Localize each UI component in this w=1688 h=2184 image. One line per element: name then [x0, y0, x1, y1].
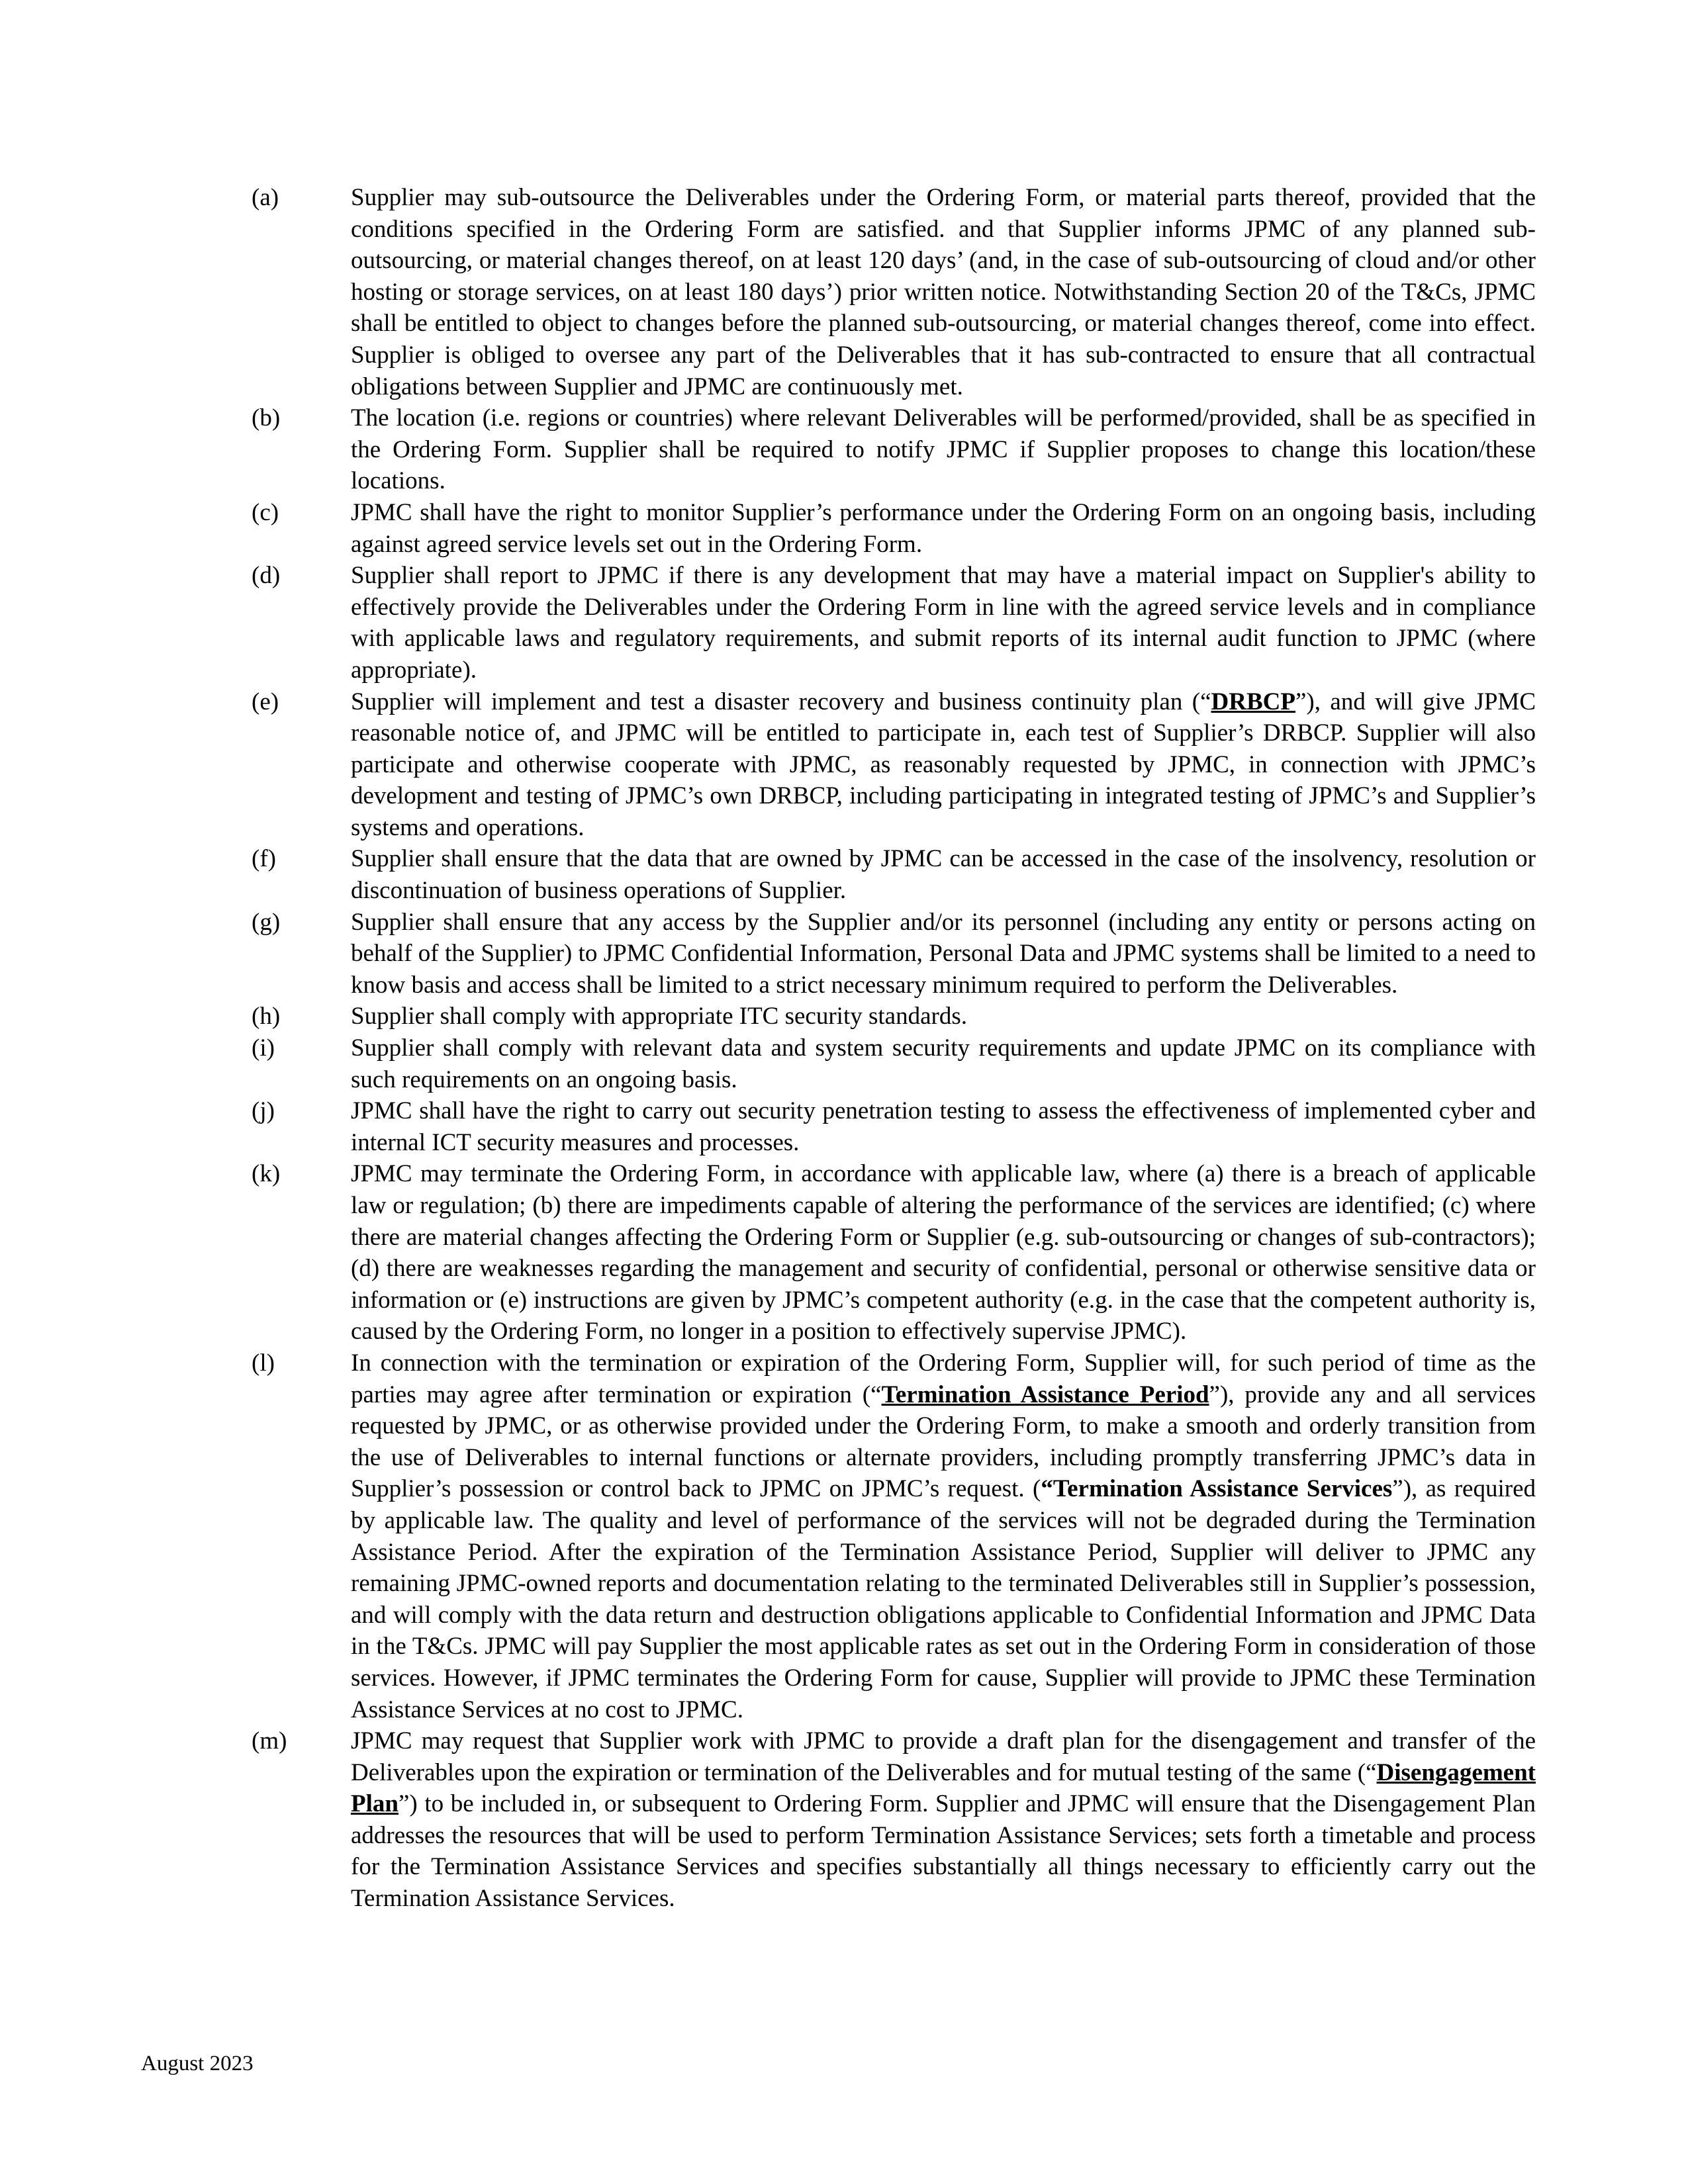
clause-label: (j): [252, 1097, 275, 1125]
defined-term-termination-assistance-period: Termination Assistance Period: [881, 1381, 1209, 1408]
clause-text: The location (i.e. regions or countries) where relevant Deliverables will be performed/provided, shall be as specified in the Ordering Form. Supplier shall be required to notify JPMC if Supplier proposes to change this location/these locations.: [351, 404, 1536, 495]
clause-text: [351, 1347, 1536, 1725]
clause-label: (b): [252, 404, 281, 432]
clause-label: (g): [252, 908, 281, 936]
clause-text-after: ”) to be included in, or subsequent to Ordering Form. Supplier and JPMC will ensure that the Disengagement Plan addresses the resources that will be used to perform Termination Assistance Services; sets forth a timetable and process for the Termination Assistance Services and specifies substantially all things necessary to efficiently carry out the Termination Assistance Services.: [351, 1790, 1536, 1913]
clause-h: [252, 1001, 1536, 1032]
clause-label: (a): [252, 184, 279, 211]
clause-g: [252, 907, 1536, 1001]
clause-l: [252, 1347, 1536, 1725]
clause-text: JPMC may terminate the Ordering Form, in accordance with applicable law, where (a) there is a breach of applicable law or regulation; (b) there are impediments capable of altering the performance of the services are identified; (c) where there are material changes affecting the Ordering Form or Supplier (e.g. sub-outsourcing or changes of sub-contractors); (d) there are weaknesses regarding the management and security of confidential, personal or otherwise sensitive data or information or (e) instructions are given by JPMC’s competent authority (e.g. in the case that the competent authority is, caused by the Ordering Form, no longer in a position to effectively supervise JPMC).: [351, 1160, 1536, 1345]
clause-text: Supplier shall ensure that the data that are owned by JPMC can be accessed in the case of the insolvency, resolution or discontinuation of business operations of Supplier.: [351, 845, 1536, 905]
clause-text-before: JPMC may request that Supplier work with JPMC to provide a draft plan for the disengagement and transfer of the Deliverables upon the expiration or termination of the Deliverables and for mutual testing of the same (“: [351, 1727, 1536, 1786]
clause-label: (d): [252, 562, 281, 590]
clause-text: [351, 686, 1536, 844]
clause-label: (i): [252, 1034, 275, 1062]
clause-a: [252, 182, 1536, 402]
clause-label: (k): [252, 1160, 281, 1188]
clause-text: Supplier shall comply with appropriate ITC security standards.: [351, 1003, 967, 1030]
clause-f: [252, 843, 1536, 906]
footer-date: August 2023: [141, 2052, 254, 2075]
clause-m: [252, 1725, 1536, 1915]
clause-label: (l): [252, 1349, 275, 1377]
clause-label: (f): [252, 845, 276, 873]
clause-label: (e): [252, 688, 279, 715]
clause-text: [351, 1725, 1536, 1915]
clause-j: [252, 1095, 1536, 1158]
clause-text: Supplier shall comply with relevant data and system security requirements and update JPMC on its compliance with such requirements on an ongoing basis.: [351, 1034, 1536, 1093]
clause-b: [252, 402, 1536, 497]
clause-text-before: Supplier will implement and test a disaster recovery and business continuity plan (“: [351, 688, 1211, 715]
clause-i: [252, 1032, 1536, 1095]
clause-e: [252, 686, 1536, 844]
clause-text-before: In connection with the termination or expiration of the Ordering Form, Supplier will, for such period of time as the parties may agree after termination or expiration (“: [351, 1349, 1536, 1408]
clause-k: [252, 1158, 1536, 1347]
clause-text: Supplier shall ensure that any access by the Supplier and/or its personnel (including any entity or persons acting on behalf of the Supplier) to JPMC Confidential Information, Personal Data and JPMC systems shall be limited to a need to know basis and access shall be limited to a strict necessary minimum required to perform the Deliverables.: [351, 908, 1536, 999]
clause-text: Supplier may sub-outsource the Deliverables under the Ordering Form, or material parts thereof, provided that the conditions specified in the Ordering Form are satisfied. and that Supplier informs JPMC of any planned sub-outsourcing, or material changes thereof, on at least 120 days’ (and, in the case of sub-outsourcing of cloud and/or other hosting or storage services, on at least 180 days’) prior written notice. Notwithstanding Section 20 of the T&Cs, JPMC shall be entitled to object to changes before the planned sub-outsourcing, or material changes thereof, come into effect. Supplier is obliged to oversee any part of the Deliverables that it has sub-contracted to ensure that all contractual obligations between Supplier and JPMC are continuously met.: [351, 184, 1536, 400]
clause-text-after: ”), and will give JPMC reasonable notice of, and JPMC will be entitled to participate in, each test of Supplier’s DRBCP. Supplier will also participate and otherwise cooperate with JPMC, as reasonably requested by JPMC, in connection with JPMC’s development and testing of JPMC’s own DRBCP, including participating in integrated testing of JPMC’s and Supplier’s systems and operations.: [351, 688, 1536, 841]
clause-label: (c): [252, 498, 279, 526]
clause-text-middle: ”), provide any and all services requested by JPMC, or as otherwise provided under the Ordering Form, to make a smooth and orderly transition from the use of Deliverables to internal functions or alternate providers, including promptly transferring JPMC’s data in Supplier’s possession or control back to JPMC on JPMC’s request. (: [351, 1381, 1536, 1503]
defined-term-termination-assistance-services: “Termination Assistance Services: [1041, 1475, 1393, 1503]
clause-text-after: ”), as required by applicable law. The quality and level of performance of the services will not be degraded during the Termination Assistance Period. After the expiration of the Termination Assistance Period, Supplier will deliver to JPMC any remaining JPMC-owned reports and documentation relating to the terminated Deliverables still in Supplier’s possession, and will comply with the data return and destruction obligations applicable to Confidential Information and JPMC Data in the T&Cs. JPMC will pay Supplier the most applicable rates as set out in the Ordering Form in consideration of those services. However, if JPMC terminates the Ordering Form for cause, Supplier will provide to JPMC these Termination Assistance Services at no cost to JPMC.: [351, 1475, 1536, 1723]
clause-text: Supplier shall report to JPMC if there is any development that may have a material impact on Supplier's ability to effectively provide the Deliverables under the Ordering Form in line with the agreed service levels and in compliance with applicable laws and regulatory requirements, and submit reports of its internal audit function to JPMC (where appropriate).: [351, 562, 1536, 684]
clause-text: JPMC shall have the right to monitor Supplier’s performance under the Ordering Form on an ongoing basis, including against agreed service levels set out in the Ordering Form.: [351, 498, 1536, 558]
clause-label: (h): [252, 1003, 281, 1030]
defined-term-disengagement-plan: Disengagement Plan: [351, 1758, 1536, 1818]
clause-text: JPMC shall have the right to carry out security penetration testing to assess the effectiveness of implemented cyber and internal ICT security measures and processes.: [351, 1097, 1536, 1156]
clause-c: [252, 497, 1536, 560]
clause-d: [252, 560, 1536, 686]
defined-term-drbcp: DRBCP: [1211, 688, 1295, 715]
clause-label: (m): [252, 1727, 287, 1755]
clause-list: [252, 182, 1536, 1915]
